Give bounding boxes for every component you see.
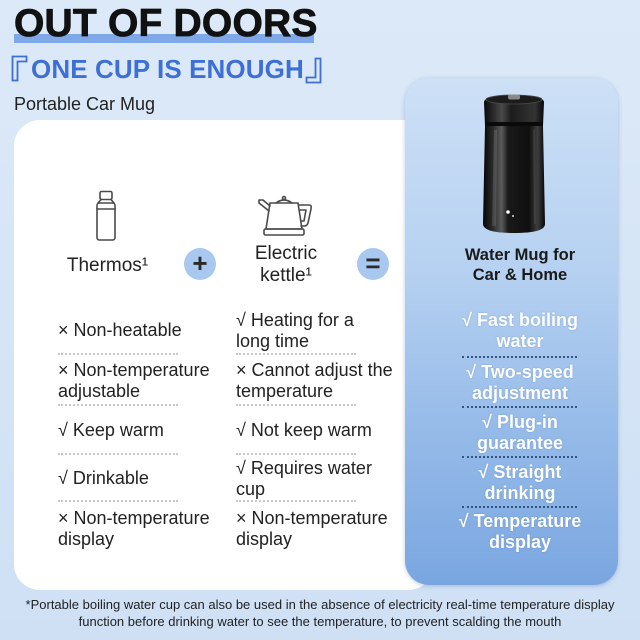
list-item: [58, 502, 228, 556]
feature-text: × Non-temperature display: [236, 508, 388, 549]
page-title: OUT OF DOORS: [14, 2, 318, 45]
feature-text: √ Fast boiling water: [462, 310, 578, 351]
feature-text: × Non-heatable: [58, 320, 182, 340]
list-item: [236, 306, 404, 355]
list-item: [455, 304, 585, 358]
product-name: Portable Car Mug: [14, 94, 156, 114]
list-item: [58, 306, 228, 355]
list-item: [455, 408, 585, 458]
thermos-features: [58, 306, 228, 556]
feature-text: × Non-temperature display: [58, 508, 210, 549]
list-item: [236, 455, 404, 502]
corner-bracket-close-icon: [305, 57, 322, 84]
product-card-title: Water Mug for Car & Home: [464, 246, 576, 284]
feature-text: √ Drinkable: [58, 468, 149, 488]
thermos-label: Thermos¹: [66, 255, 149, 276]
water-mug-image: [479, 92, 549, 237]
thermos-icon: [94, 190, 118, 242]
list-item: [58, 355, 228, 406]
list-item: [58, 455, 228, 502]
equals-operator: =: [357, 248, 389, 280]
subtitle: ONE CUP IS ENOUGH: [31, 54, 304, 84]
product-features: [455, 304, 585, 556]
feature-text: × Cannot adjust the temperature: [236, 359, 393, 401]
list-item: [236, 406, 404, 455]
feature-text: × Non-temperature adjustable: [58, 359, 210, 401]
feature-text: √ Keep warm: [58, 420, 164, 440]
corner-bracket-open-icon: [11, 55, 28, 82]
feature-text: √ Heating for a long time: [236, 309, 354, 351]
feature-text: √ Straight drinking: [478, 462, 562, 503]
feature-text: √ Requires water cup: [236, 457, 372, 499]
feature-text: √ Two-speed adjustment: [466, 362, 574, 403]
footnote: *Portable boiling water cup can also be used in the absence of electricity real-time temperature display function before drinking water to see the temperature, to prevent scalding the mouth: [25, 597, 615, 629]
list-item: [455, 458, 585, 508]
feature-text: √ Temperature display: [458, 511, 582, 552]
feature-text: √ Not keep warm: [236, 420, 372, 440]
kettle-features: [236, 306, 404, 556]
list-item: [58, 406, 228, 455]
feature-text: √ Plug-in guarantee: [476, 412, 564, 453]
kettle-icon: [255, 192, 315, 238]
plus-operator: +: [184, 248, 216, 280]
list-item: [236, 355, 404, 406]
kettle-label: Electric kettle¹: [254, 243, 318, 286]
list-item: [236, 502, 404, 556]
list-item: [455, 358, 585, 408]
list-item: [455, 508, 585, 556]
